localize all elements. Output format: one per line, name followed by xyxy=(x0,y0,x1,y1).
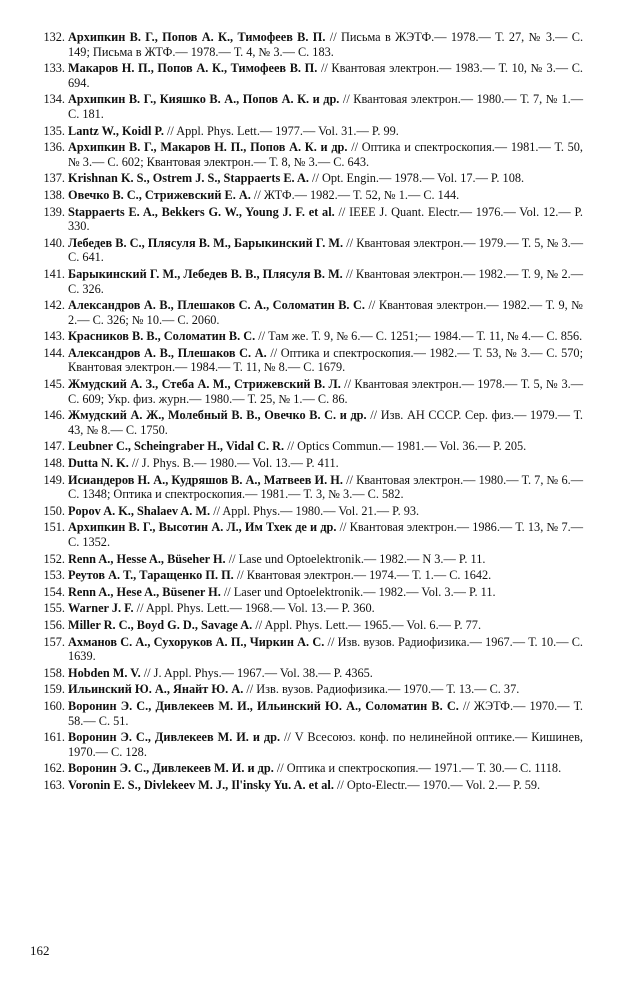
reference-source: // IEEE J. Quant. Electr.— 1976.— Vol. 12.— P. 330. xyxy=(68,204,583,234)
reference-entry xyxy=(23,329,583,344)
reference-entry xyxy=(23,439,583,454)
reference-entry xyxy=(23,408,583,437)
reference-entry xyxy=(23,520,583,549)
reference-number: 133. xyxy=(43,61,65,76)
reference-number: 162. xyxy=(43,761,65,776)
reference-number: 150. xyxy=(43,503,65,518)
reference-entry xyxy=(23,298,583,327)
reference-entry xyxy=(23,92,583,121)
reference-authors: Архипкин В. Г., Кияшко В. А., Попов А. К. и др. xyxy=(68,92,340,107)
reference-authors: Архипкин В. Г., Высотин А. Л., Им Тхек де и др. xyxy=(68,520,337,535)
reference-authors: Renn A., Hese A., Büsener H. xyxy=(68,584,221,599)
reference-source: // Appl. Phys. Lett.— 1977.— Vol. 31.— P. 99. xyxy=(166,123,399,138)
reference-number: 143. xyxy=(43,329,65,344)
reference-authors: Барыкинский Г. М., Лебедев В. В., Плясуля В. М. xyxy=(68,266,343,281)
reference-authors: Жмудский А. З., Стеба А. М., Стрижевский В. Л. xyxy=(68,377,341,392)
reference-authors: Красников В. В., Соломатин В. С. xyxy=(68,329,256,344)
reference-number: 145. xyxy=(43,377,65,392)
reference-authors: Voronin E. S., Divlekeev M. J., Il'insky Yu. A. et al. xyxy=(68,777,334,792)
reference-authors: Александров А. В., Плешаков С. А. xyxy=(68,345,267,360)
reference-number: 149. xyxy=(43,472,65,487)
reference-source: // Письма в ЖЭТФ.— 1978.— Т. 27, № 3.— С. 149; Письма в ЖТФ.— 1978.— Т. 4, № 3.— С. 183. xyxy=(68,30,584,59)
reference-authors: Ахманов С. А., Сухоруков А. П., Чиркин А. С. xyxy=(68,634,325,649)
reference-number: 144. xyxy=(43,345,65,360)
reference-entry xyxy=(23,140,583,169)
reference-source: // Квантовая электрон.— 1982.— Т. 9, № 2.— С. 326. xyxy=(68,266,584,296)
reference-authors: Krishnan K. S., Ostrem J. S., Stappaerts E. A. xyxy=(68,171,309,186)
reference-authors: Исиандеров Н. А., Кудряшов В. А., Матвеев И. Н. xyxy=(68,472,343,487)
reference-authors: Реутов А. Т., Таращенко П. П. xyxy=(68,568,234,583)
reference-source: // Изв. вузов. Радиофизика.— 1970.— Т. 13.— С. 37. xyxy=(246,682,520,697)
reference-entry xyxy=(23,635,583,664)
reference-source: // Квантовая электрон.— 1983.— Т. 10, № 3.— С. 694. xyxy=(68,61,584,90)
reference-source: // Квантовая электрон.— 1980.— Т. 7, № 6.— С. 1348; Оптика и спектроскопия.— 1981.— Т. 3, № 3.— С. 582. xyxy=(68,472,584,502)
reference-authors: Воронин Э. С., Дивлекеев М. И., Ильинский Ю. А., Соломатин В. С. xyxy=(68,698,459,713)
reference-source: // Квантовая электрон.— 1986.— Т. 13, № 7.— С. 1352. xyxy=(68,520,583,549)
reference-number: 152. xyxy=(43,551,65,566)
reference-source: // ЖЭТФ.— 1970.— Т. 58.— С. 51. xyxy=(68,698,584,728)
reference-source: // Изв. вузов. Радиофизика.— 1967.— Т. 10.— С. 1639. xyxy=(68,634,583,664)
reference-entry xyxy=(23,30,583,59)
reference-number: 155. xyxy=(43,601,65,616)
reference-number: 156. xyxy=(43,617,65,632)
reference-list xyxy=(23,30,583,795)
reference-number: 153. xyxy=(43,568,65,583)
reference-entry xyxy=(23,61,583,90)
reference-number: 157. xyxy=(43,634,65,649)
reference-source: // Оптика и спектроскопия.— 1981.— Т. 50, № 3.— С. 602; Квантовая электрон.— Т. 8, № 3.— С. 643. xyxy=(68,140,583,169)
reference-entry xyxy=(23,568,583,583)
reference-source: // J. Phys. B.— 1980.— Vol. 13.— P. 411. xyxy=(131,456,339,471)
reference-source: // Квантовая электрон.— 1982.— Т. 9, № 2.— С. 326; № 10.— С. 2060. xyxy=(68,298,583,327)
reference-source: // Квантовая электрон.— 1980.— Т. 7, № 1.— С. 181. xyxy=(68,92,583,121)
reference-entry xyxy=(23,699,583,728)
reference-number: 160. xyxy=(43,698,65,713)
reference-number: 154. xyxy=(43,584,65,599)
reference-number: 161. xyxy=(43,730,65,745)
reference-authors: Miller R. C., Boyd G. D., Savage A. xyxy=(68,617,253,632)
reference-entry xyxy=(23,171,583,186)
reference-number: 163. xyxy=(43,777,65,792)
reference-source: // Opt. Engin.— 1978.— Vol. 17.— P. 108. xyxy=(312,171,525,186)
reference-authors: Макаров Н. П., Попов А. К., Тимофеев В. П. xyxy=(68,61,318,76)
reference-entry xyxy=(23,682,583,697)
reference-number: 146. xyxy=(43,408,65,423)
reference-number: 141. xyxy=(43,266,65,281)
reference-entry xyxy=(23,504,583,519)
reference-source: // Opto-Electr.— 1970.— Vol. 2.— P. 59. xyxy=(337,777,541,792)
reference-entry xyxy=(23,552,583,567)
reference-source: // Appl. Phys.— 1980.— Vol. 21.— P. 93. xyxy=(213,503,420,518)
reference-entry xyxy=(23,666,583,681)
reference-authors: Warner J. F. xyxy=(68,601,134,616)
reference-authors: Hobden M. V. xyxy=(68,665,141,680)
reference-authors: Popov A. K., Shalaev A. M. xyxy=(68,503,211,518)
reference-number: 148. xyxy=(43,456,65,471)
reference-source: // ЖТФ.— 1982.— Т. 52, № 1.— С. 144. xyxy=(253,187,460,202)
reference-number: 134. xyxy=(43,92,65,107)
reference-authors: Овечко В. С., Стрижевский Е. А. xyxy=(68,187,251,202)
reference-source: // J. Appl. Phys.— 1967.— Vol. 38.— P. 4365. xyxy=(143,665,373,680)
reference-authors: Воронин Э. С., Дивлекеев М. И. и др. xyxy=(68,730,281,745)
reference-number: 135. xyxy=(43,123,65,138)
reference-number: 147. xyxy=(43,439,65,454)
reference-source: // Appl. Phys. Lett.— 1968.— Vol. 13.— P. 360. xyxy=(136,601,375,616)
reference-authors: Воронин Э. С., Дивлекеев М. И. и др. xyxy=(68,761,274,776)
reference-authors: Lantz W., Koidl P. xyxy=(68,123,164,138)
reference-authors: Архипкин В. Г., Макаров Н. П., Попов А. К. и др. xyxy=(68,140,348,155)
reference-entry xyxy=(23,761,583,776)
reference-entry xyxy=(23,267,583,296)
reference-entry xyxy=(23,205,583,234)
reference-number: 158. xyxy=(43,665,65,680)
reference-entry xyxy=(23,188,583,203)
reference-source: // Там же. Т. 9, № 6.— С. 1251;— 1984.— Т. 11, № 4.— С. 856. xyxy=(258,329,583,344)
reference-authors: Dutta N. K. xyxy=(68,456,129,471)
reference-source: // V Всесоюз. конф. по нелинейной оптике.— Кишинев, 1970.— С. 128. xyxy=(68,730,583,759)
reference-authors: Архипкин В. Г., Попов А. К., Тимофеев В. П. xyxy=(68,30,326,44)
reference-entry xyxy=(23,456,583,471)
reference-source: // Appl. Phys. Lett.— 1965.— Vol. 6.— P. 77. xyxy=(255,617,482,632)
reference-entry xyxy=(23,124,583,139)
reference-source: // Квантовая электрон.— 1979.— Т. 5, № 3.— С. 641. xyxy=(68,235,583,265)
reference-authors: Александров А. В., Плешаков С. А., Соломатин В. С. xyxy=(68,298,365,313)
reference-source: // Квантовая электрон.— 1974.— Т. 1.— С. 1642. xyxy=(236,568,492,583)
reference-source: // Оптика и спектроскопия.— 1982.— Т. 53, № 3.— С. 570; Квантовая электрон.— 1984.— Т. 11, № 8.— С. 1679. xyxy=(68,345,583,375)
reference-source: // Изв. АН СССР. Сер. физ.— 1979.— Т. 43, № 8.— С. 1750. xyxy=(68,408,583,437)
reference-entry xyxy=(23,346,583,375)
reference-number: 151. xyxy=(43,520,65,535)
reference-entry xyxy=(23,377,583,406)
reference-source: // Квантовая электрон.— 1978.— Т. 5, № 3.— С. 609; Укр. физ. журн.— 1980.— Т. 25, № 1.— С. 86. xyxy=(68,377,583,406)
reference-number: 137. xyxy=(43,171,65,186)
reference-entry xyxy=(23,601,583,616)
reference-entry xyxy=(23,585,583,600)
reference-entry xyxy=(23,730,583,759)
reference-number: 140. xyxy=(43,235,65,250)
reference-number: 132. xyxy=(43,30,65,44)
reference-source: // Optics Commun.— 1981.— Vol. 36.— P. 205. xyxy=(287,439,527,454)
reference-entry xyxy=(23,473,583,502)
reference-number: 136. xyxy=(43,140,65,155)
page-number: 162 xyxy=(30,943,50,958)
reference-authors: Ильинский Ю. А., Янайт Ю. А. xyxy=(68,682,244,697)
reference-entry xyxy=(23,778,583,793)
reference-entry xyxy=(23,618,583,633)
reference-authors: Leubner C., Scheingraber H., Vidal C. R. xyxy=(68,439,285,454)
reference-source: // Оптика и спектроскопия.— 1971.— Т. 30.— С. 1118. xyxy=(276,761,562,776)
reference-authors: Renn A., Hesse A., Büseher H. xyxy=(68,551,226,566)
reference-number: 138. xyxy=(43,187,65,202)
reference-number: 159. xyxy=(43,682,65,697)
reference-number: 142. xyxy=(43,298,65,313)
reference-authors: Stappaerts E. A., Bekkers G. W., Young J. F. et al. xyxy=(68,204,335,219)
reference-authors: Жмудский А. Ж., Молебный В. В., Овечко В. С. и др. xyxy=(68,408,367,423)
reference-entry xyxy=(23,236,583,265)
reference-source: // Laser und Optoelektronik.— 1982.— Vol. 3.— P. 11. xyxy=(223,584,496,599)
reference-authors: Лебедев В. С., Плясуля В. М., Барыкинский Г. М. xyxy=(68,235,344,250)
reference-source: // Lase und Optoelektronik.— 1982.— N 3.— P. 11. xyxy=(228,551,486,566)
reference-number: 139. xyxy=(43,204,65,219)
